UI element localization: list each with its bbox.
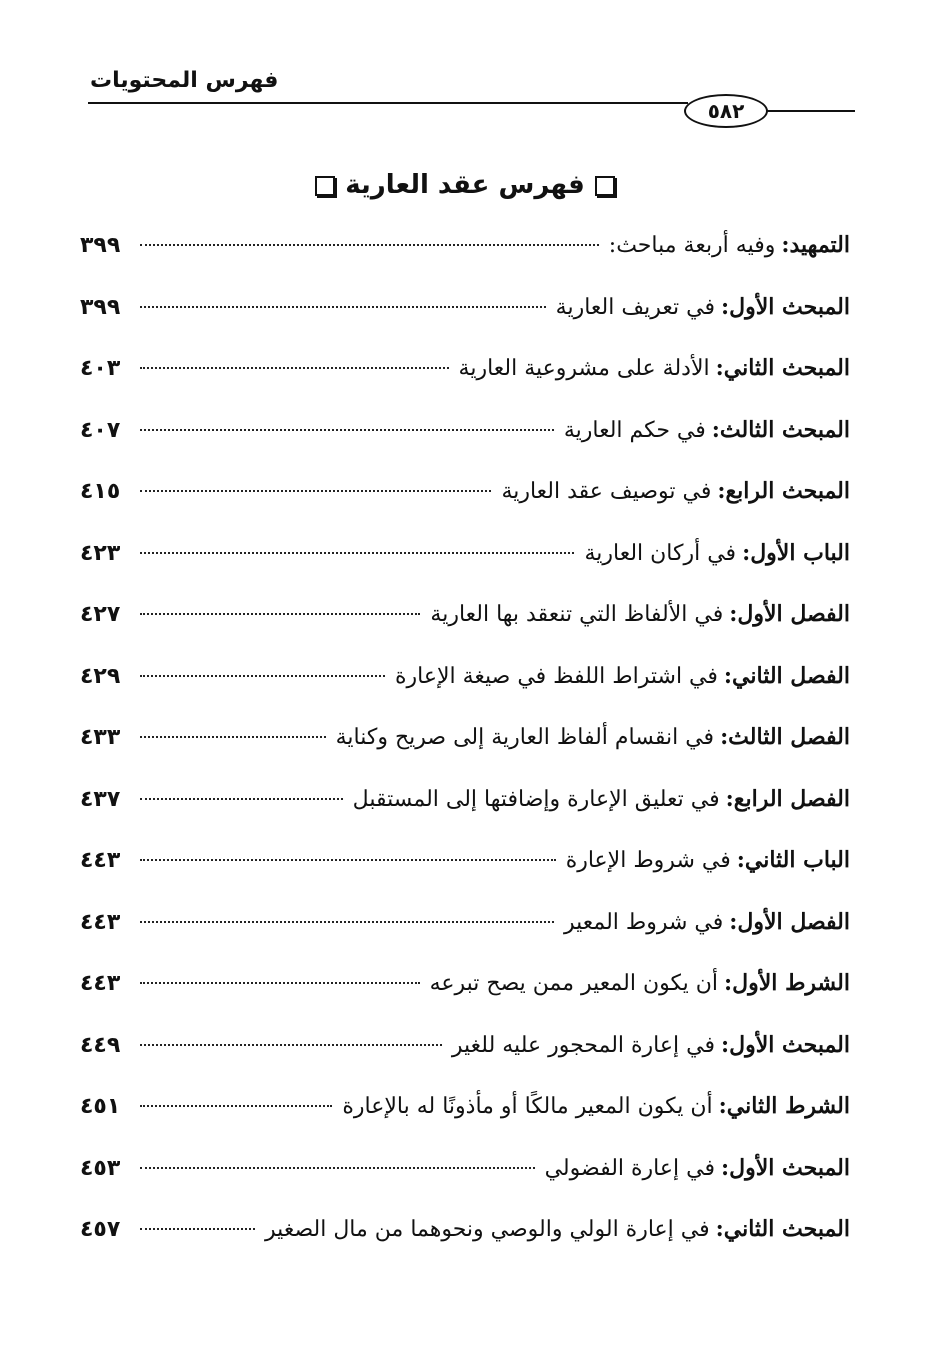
section-title: فهرس عقد العارية (345, 170, 585, 200)
toc-entry-page: ٤٠٧ (80, 417, 121, 443)
dot-leader (140, 306, 546, 308)
dot-leader (140, 244, 599, 246)
toc-entry-page: ٤٥٧ (80, 1217, 121, 1242)
toc-entry (80, 724, 850, 786)
toc-entry (80, 1216, 850, 1278)
toc-entry (80, 970, 850, 1032)
toc-entry (80, 601, 850, 663)
toc-entry (80, 355, 850, 417)
toc-entry-title: في أركان العارية (584, 540, 737, 566)
toc-entry-title: أن يكون المعير ممن يصح تبرعه (429, 971, 719, 996)
toc-entry-label: الشرط الأول: (724, 970, 850, 996)
toc-entry-title: في انقسام ألفاظ العارية إلى صريح وكناية (335, 725, 715, 750)
toc-entry-label: المبحث الثالث: (711, 416, 850, 443)
page-header (60, 60, 860, 130)
toc-entry-page: ٤٠٣ (80, 356, 121, 381)
toc-entry-label: الفصل الأول: (729, 908, 850, 935)
dot-leader (140, 982, 420, 984)
toc-entry (80, 909, 850, 971)
toc-entry-title: في شروط المعير (563, 909, 724, 935)
toc-entry-page: ٤٢٧ (80, 602, 121, 627)
dot-leader (140, 429, 554, 431)
toc-entry-title: في إعارة المحجور عليه للغير (451, 1032, 715, 1058)
dot-leader (140, 1105, 332, 1107)
toc-entry-title: في توصيف عقد العارية (501, 479, 712, 504)
toc-entry-page: ٤٣٧ (80, 786, 121, 812)
toc-entry (80, 1093, 850, 1155)
square-bullet-icon (315, 176, 335, 196)
toc-entry-title: أن يكون المعير مالكًا أو مأذونًا له بالإعارة (342, 1094, 713, 1119)
toc-entry-page: ٤٢٩ (80, 663, 121, 689)
dot-leader (140, 552, 574, 554)
toc-entry-label: الفصل الرابع: (725, 785, 850, 812)
toc-entry-title: وفيه أربعة مباحث: (608, 233, 776, 258)
toc-entry-page: ٤٣٣ (80, 725, 121, 750)
toc-entry-page: ٤٤٣ (80, 971, 121, 996)
dot-leader (140, 736, 326, 738)
toc-entry-label: الفصل الأول: (729, 601, 850, 627)
toc-entry-page: ٤٥١ (80, 1094, 121, 1119)
toc-entry-label: الباب الثاني: (736, 847, 850, 873)
toc-entry-label: المبحث الثاني: (715, 1216, 850, 1242)
toc-entry-title: في اشتراط اللفظ في صيغة الإعارة (394, 663, 718, 689)
dot-leader (140, 1228, 255, 1230)
header-rule (88, 102, 688, 104)
toc-entry-label: الشرط الثاني: (718, 1093, 850, 1119)
toc-entry (80, 294, 850, 356)
toc-entry (80, 417, 850, 479)
dot-leader (140, 613, 420, 615)
toc-entry-title: الأدلة على مشروعية العارية (458, 356, 710, 381)
toc-entry-label: المبحث الثاني: (715, 355, 850, 381)
dot-leader (140, 921, 554, 923)
toc-entry (80, 478, 850, 540)
toc-entry (80, 540, 850, 602)
toc-entry-title: في إعارة الفضولي (544, 1155, 715, 1181)
dot-leader (140, 1044, 442, 1046)
dot-leader (140, 859, 556, 861)
toc-entry-title: في تعريف العارية (555, 294, 715, 320)
toc-entry (80, 1032, 850, 1094)
toc-entry (80, 1155, 850, 1217)
toc-entry-label: المبحث الرابع: (717, 478, 850, 504)
toc-entry-title: في الألفاظ التي تنعقد بها العارية (430, 602, 724, 627)
toc-entry-label: الفصل الثاني: (723, 662, 850, 689)
toc-entry-page: ٤٥٣ (80, 1155, 121, 1181)
toc-entry-page: ٣٩٩ (80, 233, 121, 258)
header-rule-right (765, 110, 855, 112)
dot-leader (140, 367, 449, 369)
toc-entry (80, 847, 850, 909)
toc-entry-page: ٤١٥ (80, 479, 121, 504)
toc-entry (80, 786, 850, 848)
dot-leader (140, 1167, 535, 1169)
section-heading (0, 170, 930, 200)
toc-entry (80, 663, 850, 725)
toc-entry-page: ٤٤٩ (80, 1032, 121, 1058)
toc-entry-page: ٤٢٣ (80, 540, 121, 566)
toc-entry-label: الباب الأول: (742, 539, 850, 566)
toc-entry-label: المبحث الأول: (720, 293, 850, 320)
running-title: فهرس المحتويات (90, 68, 279, 93)
dot-leader (140, 490, 491, 492)
toc-entry-page: ٣٩٩ (80, 294, 121, 320)
toc-entry-page: ٤٤٣ (80, 909, 121, 935)
toc-entry-title: في شروط الإعارة (565, 848, 731, 873)
toc-entry-title: في حكم العارية (563, 417, 706, 443)
toc-entry-label: الفصل الثالث: (720, 724, 850, 750)
square-bullet-icon (595, 176, 615, 196)
dot-leader (140, 798, 343, 800)
toc-entry-label: المبحث الأول: (720, 1031, 850, 1058)
toc-entry-page: ٤٤٣ (80, 848, 121, 873)
toc-entry (80, 232, 850, 294)
table-of-contents (80, 232, 850, 1278)
toc-entry-label: التمهيد: (781, 232, 850, 258)
page-number: ٥٨٢ (684, 94, 768, 128)
toc-entry-title: في تعليق الإعارة وإضافتها إلى المستقبل (352, 786, 720, 812)
dot-leader (140, 675, 385, 677)
toc-entry-label: المبحث الأول: (720, 1154, 850, 1181)
toc-entry-title: في إعارة الولي والوصي ونحوهما من مال الصغير (265, 1217, 710, 1242)
